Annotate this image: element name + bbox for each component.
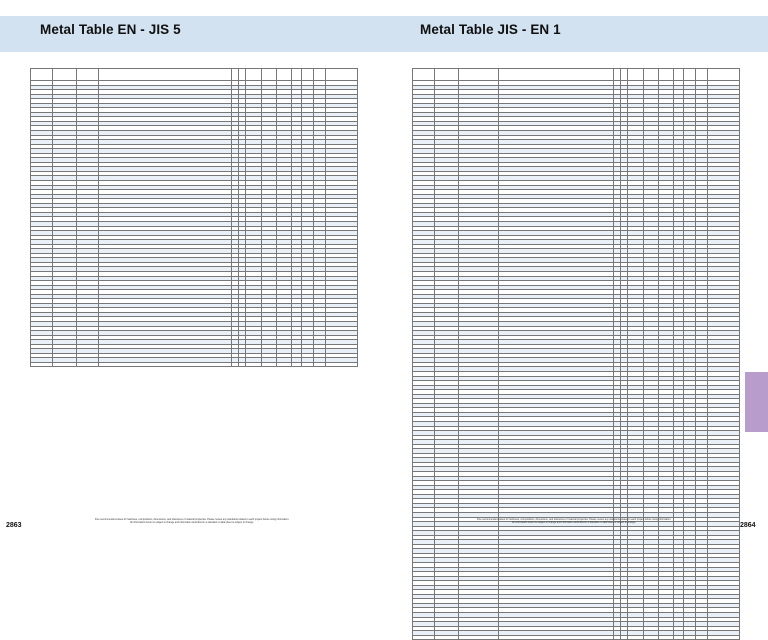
- right-page-number: 2864: [740, 522, 756, 529]
- left-footnote-line-1: Fine recommended values for hardness, compositions, dimensions, and tolerances of material properties. Please review any standards related to each project before using information.: [94, 518, 290, 521]
- table-cell: [326, 362, 358, 367]
- table-cell: [435, 635, 459, 640]
- column-header: [77, 69, 99, 81]
- table-cell: [314, 362, 326, 367]
- column-header: [262, 69, 277, 81]
- column-header: [292, 69, 302, 81]
- table-cell: [659, 635, 674, 640]
- table-cell: [628, 635, 644, 640]
- column-header: [326, 69, 358, 81]
- column-header: [708, 69, 740, 81]
- table-header-row: [413, 69, 740, 81]
- column-header: [684, 69, 696, 81]
- column-header: [674, 69, 684, 81]
- table-cell: [232, 362, 239, 367]
- column-header: [246, 69, 262, 81]
- column-header: [435, 69, 459, 81]
- column-header: [659, 69, 674, 81]
- table-cell: [674, 635, 684, 640]
- column-header: [413, 69, 435, 81]
- table-cell: [302, 362, 314, 367]
- left-footnote: [42, 519, 342, 525]
- left-footnote-line-2: All information herein is subject to change and information described in a standard or data sheet is subject to change.: [130, 520, 254, 524]
- column-header: [628, 69, 644, 81]
- table-cell: [53, 362, 77, 367]
- left-page-number: 2863: [6, 522, 22, 529]
- table-cell: [99, 362, 232, 367]
- column-header: [644, 69, 659, 81]
- right-footnote-line-1: Fine recommended values for hardness, compositions, dimensions, and tolerances of material properties. Please review any standards related to each project before using information.: [476, 518, 672, 521]
- column-header: [99, 69, 232, 81]
- column-header: [499, 69, 614, 81]
- column-header: [239, 69, 246, 81]
- column-header: [621, 69, 628, 81]
- column-header: [614, 69, 621, 81]
- table-cell: [499, 635, 614, 640]
- right-footnote: [424, 519, 724, 525]
- column-header: [696, 69, 708, 81]
- table-cell: [239, 362, 246, 367]
- table-row: [413, 635, 740, 640]
- column-header: [31, 69, 53, 81]
- table-header-row: [31, 69, 358, 81]
- table-cell: [277, 362, 292, 367]
- table-cell: [644, 635, 659, 640]
- table-cell: [77, 362, 99, 367]
- left-page-title: Metal Table EN - JIS 5: [40, 22, 181, 37]
- table-cell: [621, 635, 628, 640]
- right-page-title: Metal Table JIS - EN 1: [420, 22, 561, 37]
- column-header: [232, 69, 239, 81]
- section-side-tab: [745, 372, 768, 432]
- table-cell: [262, 362, 277, 367]
- table-cell: [696, 635, 708, 640]
- column-header: [302, 69, 314, 81]
- table-cell: [413, 635, 435, 640]
- table-cell: [246, 362, 262, 367]
- table-cell: [708, 635, 740, 640]
- left-metal-table: [30, 68, 358, 367]
- table-cell: [459, 635, 499, 640]
- column-header: [53, 69, 77, 81]
- column-header: [459, 69, 499, 81]
- table-cell: [684, 635, 696, 640]
- table-cell: [292, 362, 302, 367]
- right-metal-table: [412, 68, 740, 640]
- table-row: [31, 362, 358, 367]
- table-cell: [31, 362, 53, 367]
- column-header: [314, 69, 326, 81]
- right-footnote-line-2: All information herein is subject to change and information described in a standard or data sheet is subject to change.: [512, 520, 636, 524]
- table-cell: [614, 635, 621, 640]
- column-header: [277, 69, 292, 81]
